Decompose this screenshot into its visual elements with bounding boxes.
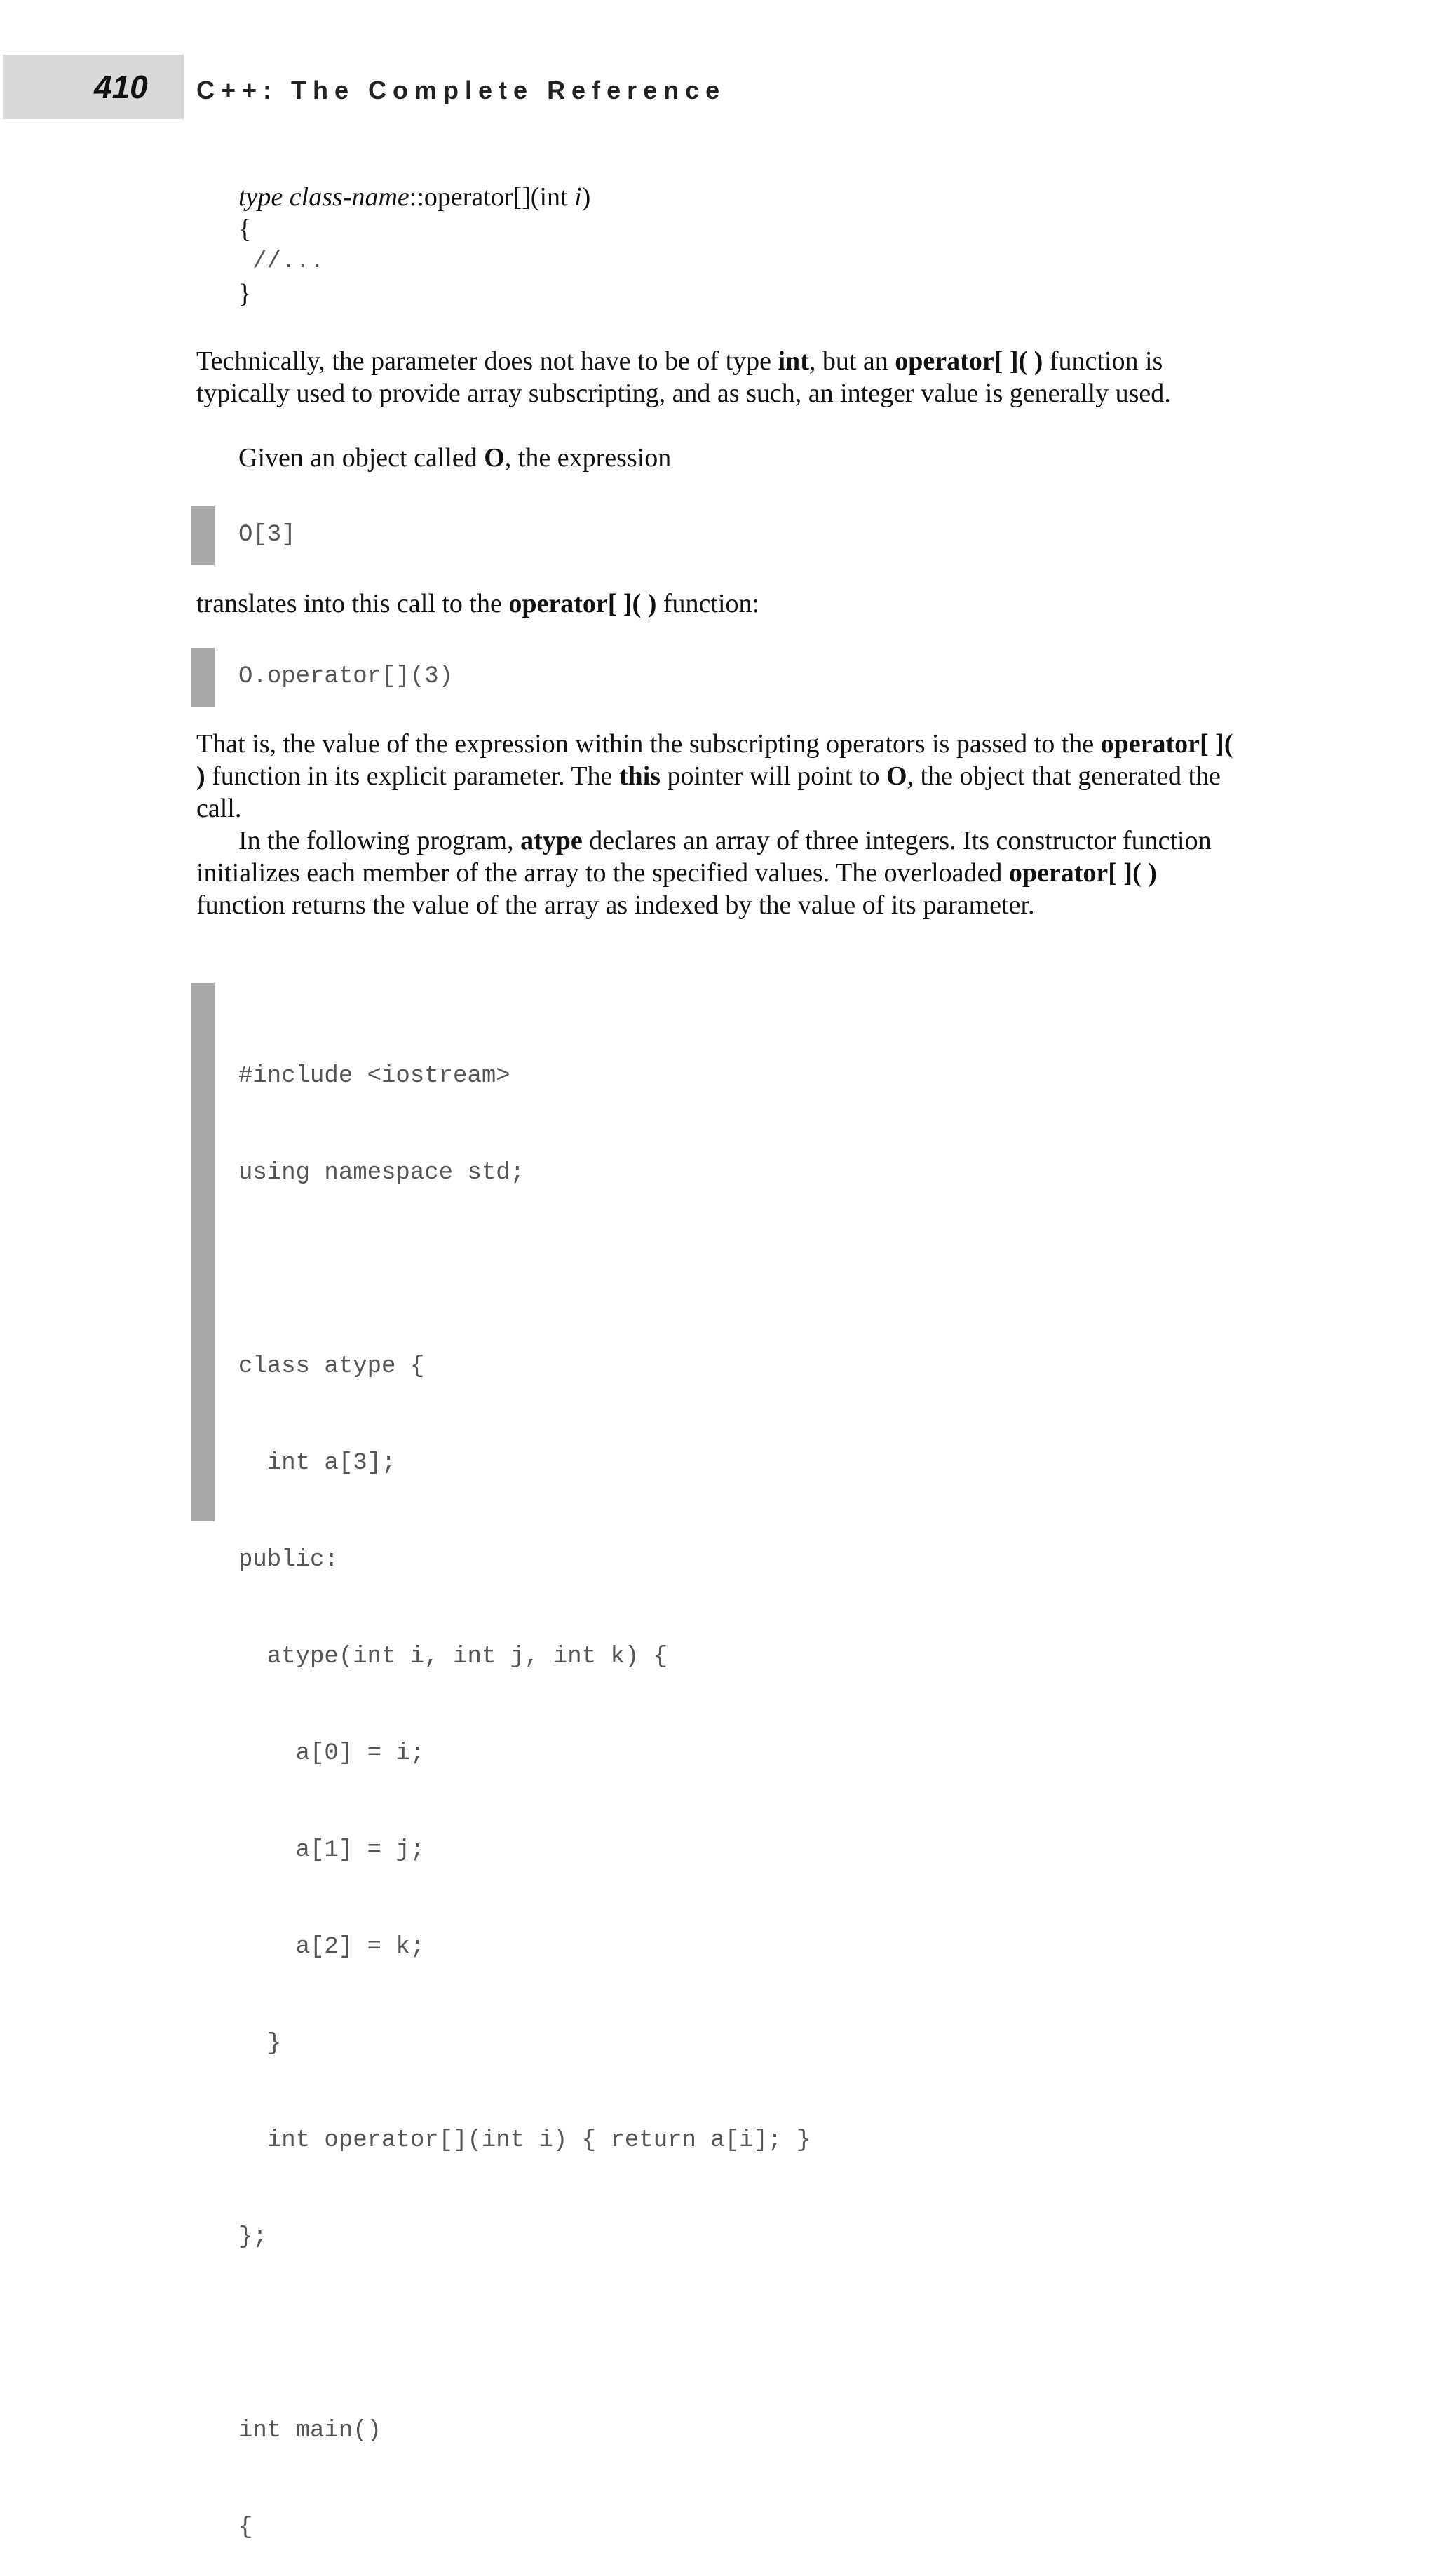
- paragraph-given-object: Given an object called O, the expression: [238, 443, 672, 473]
- code-line: int main(): [238, 2418, 382, 2444]
- syntax-close-brace: }: [238, 279, 252, 309]
- syntax-line-signature: type class-name::operator[](int i): [238, 182, 591, 212]
- code-line: using namespace std;: [238, 1160, 525, 1186]
- code-line: atype(int i, int j, int k) {: [238, 1643, 668, 1670]
- code-line: public:: [238, 1547, 339, 1573]
- code-line: [238, 1254, 811, 1286]
- code-line: int operator[](int i) { return a[i]; }: [238, 2127, 811, 2154]
- paragraph-translates: translates into this call to the operator[ ]( ) function:: [196, 589, 760, 618]
- syntax-comment: //...: [238, 248, 325, 275]
- code-line: class atype {: [238, 1353, 425, 1380]
- paragraph-following-program: In the following program, atype declares an array of three integers. Its constructor function initializes each member of the array to the specified values. The overloaded operator[ ]( ) function returns the value of the array as indexed by the value of its parameter.: [196, 826, 1212, 920]
- code-line: {: [238, 2514, 253, 2541]
- code-example-operator-call: O.operator[](3): [238, 663, 454, 690]
- page-number: 410: [94, 69, 148, 105]
- code-line: #include <iostream>: [238, 1063, 510, 1090]
- syntax-block: [238, 181, 590, 310]
- paragraph-that-is: That is, the value of the expression within the subscripting operators is passed to the operator[ ]( ) function in its explicit parameter. The this pointer will point to O, the object that generated the call.: [196, 729, 1233, 823]
- code-listing-atype: [238, 996, 811, 2576]
- code-line: a[2] = k;: [238, 1934, 425, 1960]
- code-line: int a[3];: [238, 1450, 396, 1477]
- code-line: };: [238, 2224, 267, 2251]
- syntax-open-brace: {: [238, 215, 252, 244]
- running-title: C++: The Complete Reference: [196, 76, 726, 104]
- code-bar-2: [191, 648, 215, 707]
- code-bar-3: [191, 983, 215, 1521]
- code-line: [238, 2318, 811, 2350]
- paragraph-technically: Technically, the parameter does not have to be of type int, but an operator[ ]( ) function is typically used to provide array subscripting, and as such, an integer value is generally used.: [196, 346, 1171, 408]
- code-example-subscript: O[3]: [238, 522, 296, 548]
- code-line: }: [238, 2031, 282, 2057]
- code-bar-1: [191, 506, 215, 565]
- code-line: a[1] = j;: [238, 1837, 425, 1864]
- code-line: a[0] = i;: [238, 1740, 425, 1767]
